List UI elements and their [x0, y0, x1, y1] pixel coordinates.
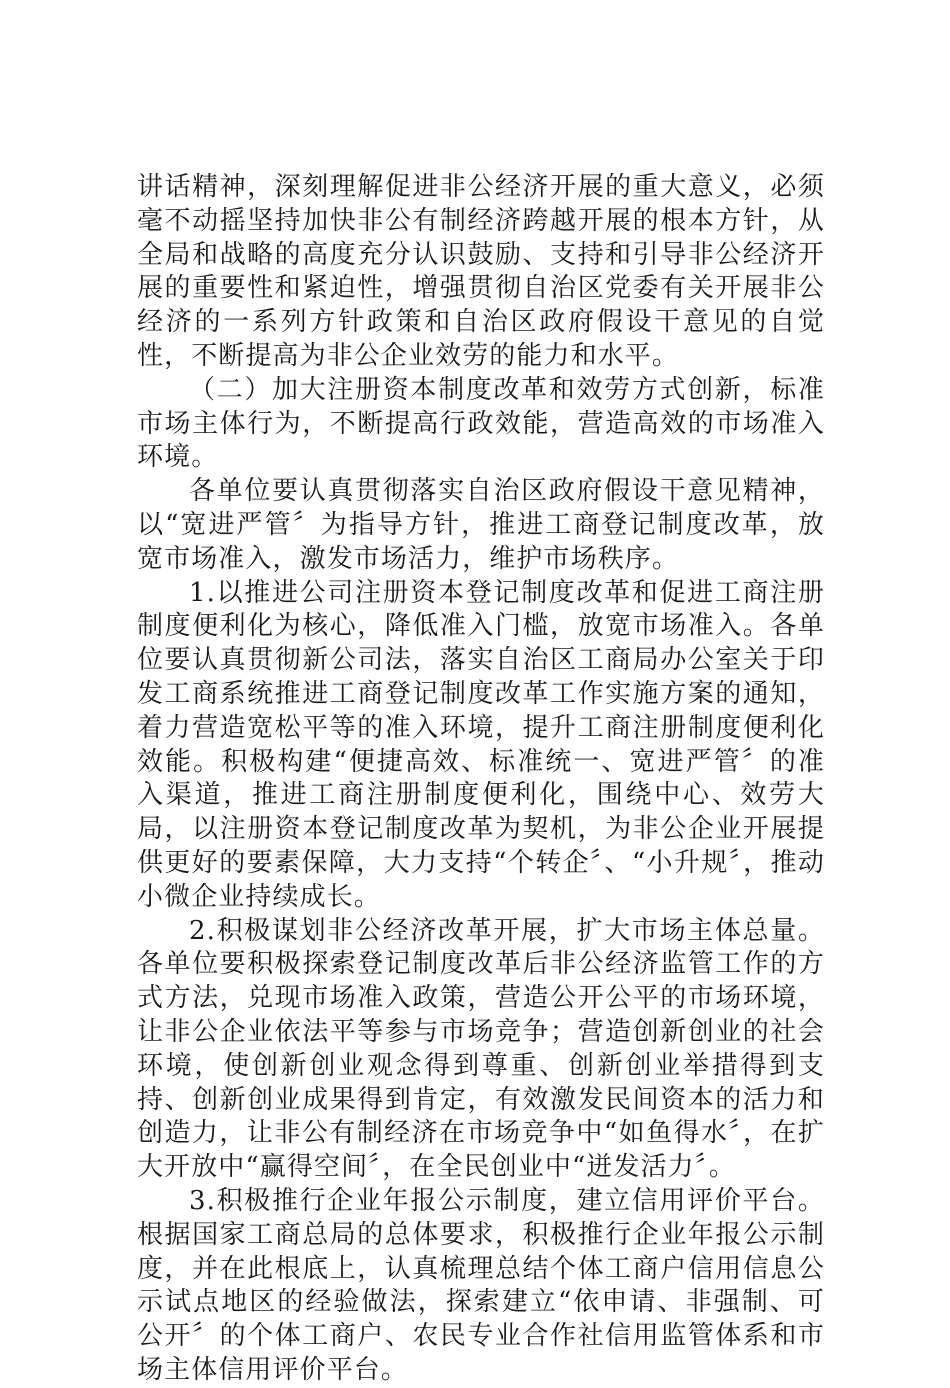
paragraph-intro: 各单位要认真贯彻落实自治区政府假设干意见精神，以“宽进严管〞为指导方针，推进工商登记制度改革，放宽市场准入，激发市场活力，维护市场秩序。 — [137, 476, 825, 574]
body-text — [137, 171, 825, 1388]
paragraph-item-3: 3.积极推行企业年报公示制度，建立信用评价平台。根据国家工商总局的总体要求，积极推行企业年报公示制度，并在此根底上，认真梳理总结个体工商户信用信息公示试点地区的经验做法，探索建立“依申请、非强制、可公开〞的个体工商户、农民专业合作社信用监管体系和市场主体信用评价平台。 — [137, 1185, 825, 1385]
paragraph-item-2: 2.积极谋划非公经济改革开展，扩大市场主体总量。各单位要积极探索登记制度改革后非公经济监管工作的方式方法，兑现市场准入政策，营造公开公平的市场环境，让非公企业依法平等参与市场竞争；营造创新创业的社会环境，使创新创业观念得到尊重、创新创业举措得到支持、创新创业成果得到肯定，有效激发民间资本的活力和创造力，让非公有制经济在市场竞争中“如鱼得水〞，在扩大开放中“赢得空间〞，在全民创业中“迸发活力〞。 — [137, 915, 825, 1183]
paragraph-section-two-heading: （二）加大注册资本制度改革和效劳方式创新，标准市场主体行为，不断提高行政效能，营造高效的市场准入环境。 — [137, 374, 825, 473]
paragraph-item-1: 1.以推进公司注册资本登记制度改革和促进工商注册制度便利化为核心，降低准入门槛，放宽市场准入。各单位要认真贯彻新公司法，落实自治区工商局办公室关于印发工商系统推进工商登记制度改革工作实施方案的通知，着力营造宽松平等的准入环境，提升工商注册制度便利化效能。积极构建“便捷高效、标准统一、宽进严管〞的准入渠道，推进工商注册制度便利化，围绕中心、效劳大局，以注册资本登记制度改革为契机，为非公企业开展提供更好的要素保障，大力支持“个转企〞、“小升规〞，推动小微企业持续成长。 — [137, 577, 825, 912]
paragraph-continuation: 讲话精神，深刻理解促进非公经济开展的重大意义，必须毫不动摇坚持加快非公有制经济跨越开展的根本方针，从全局和战略的高度充分认识鼓励、支持和引导非公经济开展的重要性和紧迫性，增强贯彻自治区党委有关开展非公经济的一系列方针政策和自治区政府假设干意见的自觉性，不断提高为非公企业效劳的能力和水平。 — [137, 172, 825, 371]
